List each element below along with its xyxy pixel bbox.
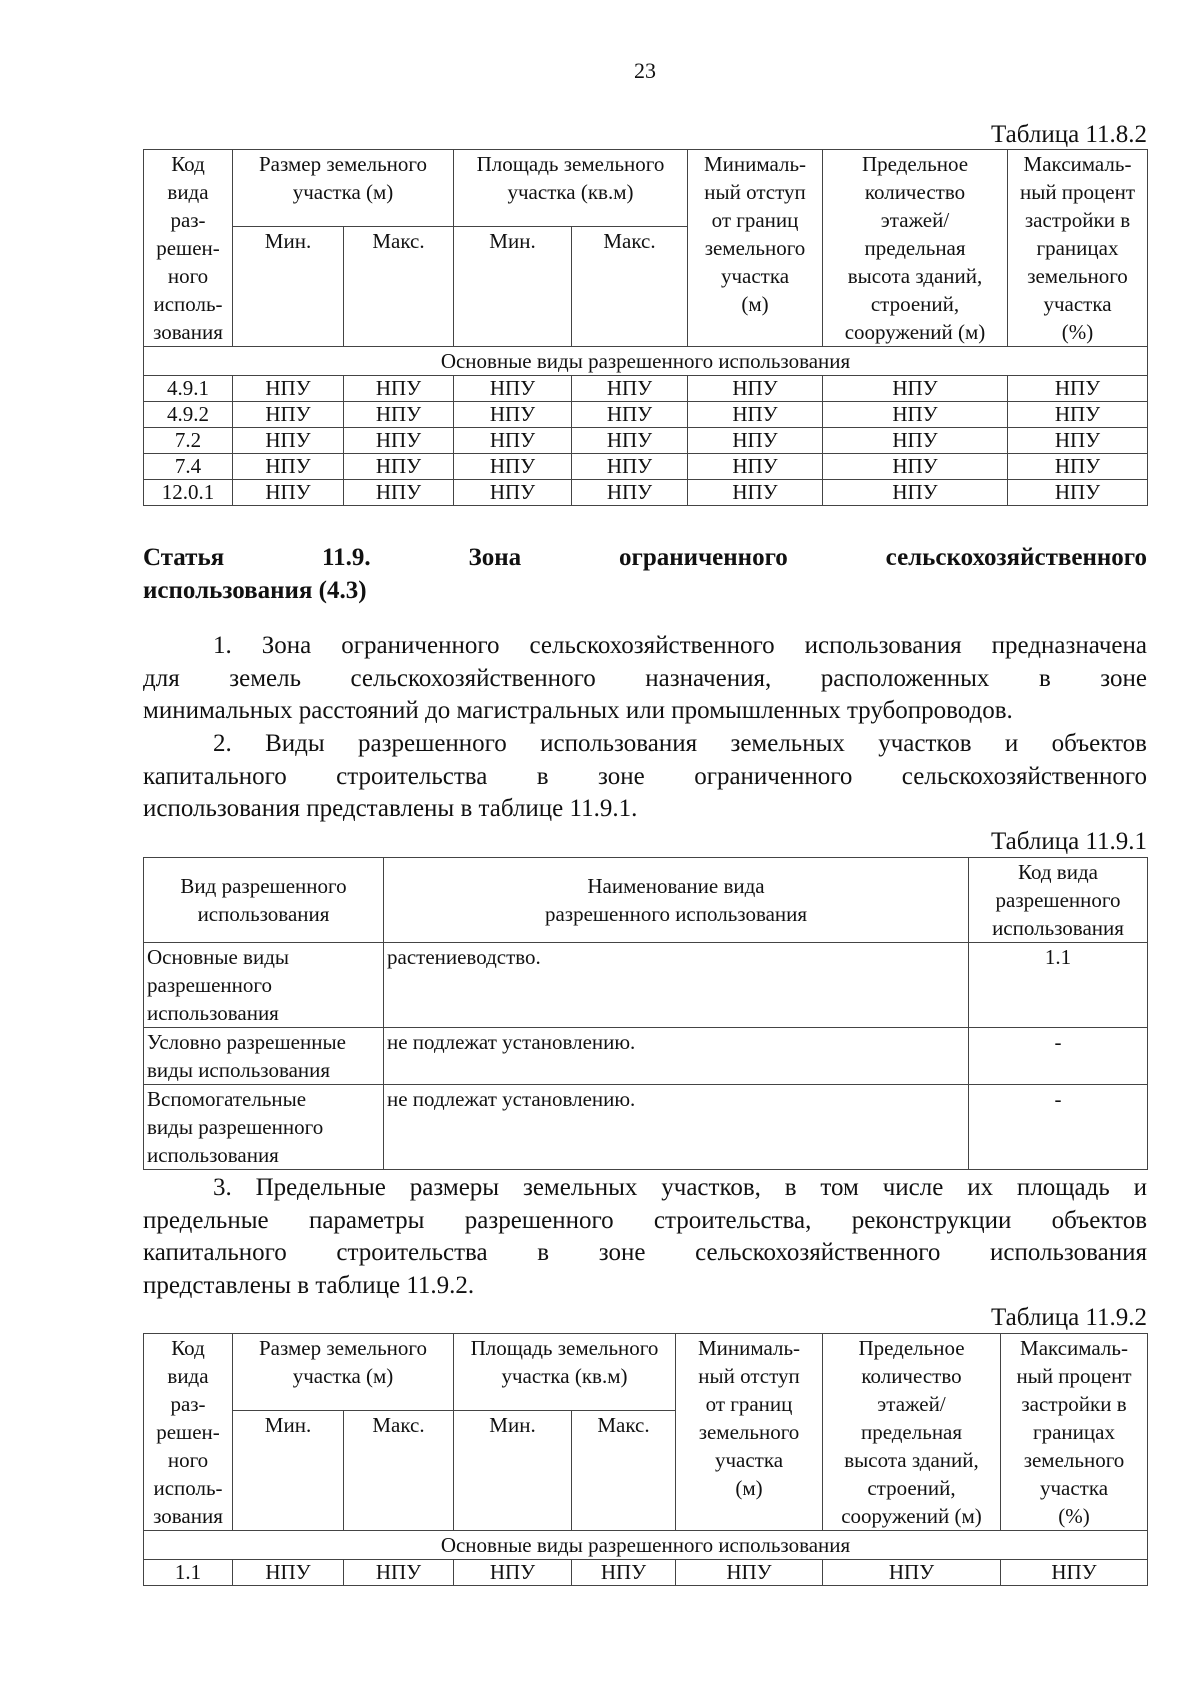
cell-code: 12.0.1	[144, 480, 233, 506]
header-area-max: Макс.	[572, 227, 688, 347]
table-11-9-2-body	[144, 1560, 1148, 1586]
cell-value: НПУ	[344, 1560, 454, 1586]
header-size-max: Макс.	[344, 1411, 454, 1531]
cell-value: НПУ	[1008, 480, 1148, 506]
cell-type	[144, 1028, 384, 1085]
cell-value: НПУ	[233, 480, 344, 506]
cell-value: НПУ	[572, 454, 688, 480]
header-coverage	[1008, 150, 1148, 347]
cell-line: от границ	[705, 1392, 793, 1416]
cell-line: раз-	[170, 208, 206, 232]
paragraph-line: минимальных расстояний до магистральных или промышленных трубопроводов.	[143, 697, 1013, 724]
table-row	[144, 943, 1148, 1028]
cell-value: НПУ	[1008, 428, 1148, 454]
cell-value: НПУ	[688, 480, 823, 506]
cell-line: предельная	[860, 1420, 963, 1444]
cell-line: высота зданий,	[847, 264, 983, 288]
cell-line: Код	[171, 152, 205, 176]
article-title-line-2: использования (4.3)	[143, 577, 367, 604]
cell-line: исполь-	[153, 292, 223, 316]
cell-line: земельного	[698, 1420, 800, 1444]
cell-value: НПУ	[344, 480, 454, 506]
paragraph-line: капитального строительства в зоне ограниченного сельскохозяйственного	[143, 762, 1147, 790]
cell-value: НПУ	[688, 376, 823, 402]
cell-line: Максималь-	[1023, 152, 1132, 176]
cell-code: 4.9.2	[144, 402, 233, 428]
cell-line: участка	[720, 264, 790, 288]
cell-value: НПУ	[344, 376, 454, 402]
cell-value: НПУ	[676, 1560, 823, 1586]
header-setback	[676, 1334, 823, 1531]
cell-value: НПУ	[454, 1560, 572, 1586]
cell-line: (%)	[1058, 1504, 1090, 1528]
cell-value: НПУ	[233, 428, 344, 454]
paragraph-line: представлены в таблице 11.9.2.	[143, 1271, 475, 1299]
cell-line: разрешенного	[147, 973, 272, 997]
cell-value: НПУ	[1008, 454, 1148, 480]
paragraph-line: капитального строительства в зоне сельскохозяйственного использования	[143, 1239, 1147, 1266]
cell-value: НПУ	[454, 376, 572, 402]
cell-value: НПУ	[233, 376, 344, 402]
cell-value: НПУ	[572, 480, 688, 506]
table-11-9-1-body	[144, 943, 1148, 1170]
cell-value: НПУ	[1001, 1560, 1148, 1586]
cell-value: НПУ	[823, 428, 1008, 454]
cell-value: НПУ	[572, 428, 688, 454]
cell-value: НПУ	[454, 480, 572, 506]
cell-line: зования	[153, 320, 223, 344]
paragraph-line: 2. Виды разрешенного использования земельных участков и объектов	[213, 730, 1147, 757]
group-label: Основные виды разрешенного использования	[144, 1531, 1148, 1560]
header-code	[144, 1334, 233, 1531]
cell-value: НПУ	[823, 454, 1008, 480]
cell-line: Предельное	[858, 1336, 965, 1360]
header-area-min: Мин.	[454, 1411, 572, 1531]
cell-line: ный процент	[1019, 180, 1136, 204]
cell-name: растениеводство.	[384, 943, 969, 1028]
cell-line: от границ	[711, 208, 799, 232]
cell-value: НПУ	[233, 454, 344, 480]
cell-line: (м)	[741, 292, 769, 316]
cell-line: вида	[167, 1364, 209, 1388]
paragraph-3	[143, 1172, 1147, 1302]
group-label: Основные виды разрешенного использования	[144, 347, 1148, 376]
header-size-max: Макс.	[344, 227, 454, 347]
table-row	[144, 1028, 1148, 1085]
cell-line: использования	[147, 1143, 279, 1167]
cell-line: Код вида	[1018, 860, 1098, 884]
paragraph-line: предельные параметры разрешенного строительства, реконструкции объектов	[143, 1206, 1147, 1234]
table-row	[144, 376, 1148, 402]
header-floors	[823, 150, 1008, 347]
header-size: Размер земельного участка (м)	[233, 1334, 454, 1411]
cell-line: виды использования	[147, 1058, 331, 1082]
cell-line: участка	[714, 1448, 784, 1472]
header-floors	[823, 1334, 1001, 1531]
cell-line: зования	[153, 1504, 223, 1528]
cell-value: НПУ	[688, 402, 823, 428]
table-row	[144, 454, 1148, 480]
table-row	[144, 402, 1148, 428]
cell-line: строений,	[870, 292, 960, 316]
cell-value: НПУ	[344, 402, 454, 428]
cell-code: -	[969, 1028, 1148, 1085]
cell-line: сооружений (м)	[841, 1504, 982, 1528]
header-setback	[688, 150, 823, 347]
paragraph-1	[143, 630, 1147, 728]
cell-line: разрешенного использования	[544, 902, 808, 926]
cell-line: использования	[197, 902, 330, 926]
cell-line: Код	[171, 1336, 205, 1360]
article-title-line-1: Статья 11.9. Зона ограниченного сельскохозяйственного	[143, 544, 1147, 571]
paragraph-line: 3. Предельные размеры земельных участков, в том числе их площадь и	[213, 1174, 1147, 1201]
cell-value: НПУ	[454, 428, 572, 454]
cell-line: строений,	[867, 1476, 956, 1500]
cell-value: НПУ	[1008, 402, 1148, 428]
cell-line: ный процент	[1016, 1364, 1132, 1388]
paragraph-line: 1. Зона ограниченного сельскохозяйственного использования предназначена	[213, 632, 1147, 659]
cell-line: исполь-	[153, 1476, 223, 1500]
paragraph-line: использования представлены в таблице 11.9.1.	[143, 795, 638, 822]
cell-line: использования	[992, 916, 1124, 940]
header-area: Площадь земельного участка (кв.м)	[454, 150, 688, 227]
cell-name: не подлежат установлению.	[384, 1085, 969, 1170]
cell-value: НПУ	[823, 402, 1008, 428]
cell-line: Минималь-	[703, 152, 807, 176]
cell-line: ного	[167, 264, 209, 288]
header-code	[144, 150, 233, 347]
table-11-9-2	[143, 1333, 1148, 1586]
cell-line: сооружений (м)	[844, 320, 986, 344]
header-type	[144, 858, 384, 943]
cell-line: количество	[864, 180, 966, 204]
cell-line: ный отступ	[704, 180, 806, 204]
cell-value: НПУ	[823, 480, 1008, 506]
cell-value: НПУ	[233, 1560, 344, 1586]
cell-line: высота зданий,	[844, 1448, 979, 1472]
cell-line: раз-	[170, 1392, 206, 1416]
cell-value: НПУ	[344, 428, 454, 454]
cell-line: этажей/	[880, 208, 950, 232]
cell-value: НПУ	[688, 454, 823, 480]
cell-line: Основные виды	[147, 945, 290, 969]
table-row	[144, 480, 1148, 506]
cell-line: Вспомогательные	[147, 1087, 307, 1111]
cell-line: ного	[167, 1448, 209, 1472]
table-row	[144, 1560, 1148, 1586]
cell-value: НПУ	[344, 454, 454, 480]
cell-line: этажей/	[877, 1392, 946, 1416]
cell-value: НПУ	[823, 1560, 1001, 1586]
table-11-9-1	[143, 857, 1148, 1170]
cell-line: Максималь-	[1020, 1336, 1128, 1360]
header-code	[969, 858, 1148, 943]
header-area-min: Мин.	[454, 227, 572, 347]
cell-value: НПУ	[233, 402, 344, 428]
cell-code: 1.1	[144, 1560, 233, 1586]
cell-line: количество	[861, 1364, 962, 1388]
cell-line: Наименование вида	[587, 874, 765, 898]
table-11-9-2-caption: Таблица 11.9.2	[991, 1304, 1147, 1331]
cell-line: предельная	[864, 236, 966, 260]
page-number: 23	[634, 58, 656, 83]
cell-line: застройки в	[1021, 1392, 1127, 1416]
header-size-min: Мин.	[233, 227, 344, 347]
cell-line: (м)	[735, 1476, 763, 1500]
table-11-8-2-body	[144, 376, 1148, 506]
paragraph-line: для земель сельскохозяйственного назначения, расположенных в зоне	[143, 664, 1147, 692]
cell-line: Вид разрешенного	[180, 874, 347, 898]
cell-line: ный отступ	[698, 1364, 800, 1388]
header-size-min: Мин.	[233, 1411, 344, 1531]
cell-code: 7.2	[144, 428, 233, 454]
cell-line: решен-	[156, 236, 220, 260]
article-title	[143, 541, 1147, 607]
cell-line: застройки в	[1024, 208, 1131, 232]
cell-code: 7.4	[144, 454, 233, 480]
cell-type	[144, 943, 384, 1028]
header-area: Площадь земельного участка (кв.м)	[454, 1334, 676, 1411]
cell-line: разрешенного	[995, 888, 1121, 912]
cell-line: (%)	[1061, 320, 1094, 344]
cell-code: 4.9.1	[144, 376, 233, 402]
cell-value: НПУ	[454, 402, 572, 428]
cell-value: НПУ	[1008, 376, 1148, 402]
cell-type	[144, 1085, 384, 1170]
cell-name: не подлежат установлению.	[384, 1028, 969, 1085]
cell-value: НПУ	[454, 454, 572, 480]
cell-line: участка	[1039, 1476, 1109, 1500]
cell-line: границах	[1033, 1420, 1115, 1444]
table-11-9-1-caption: Таблица 11.9.1	[991, 828, 1147, 855]
paragraph-2	[143, 728, 1147, 826]
header-area-max: Макс.	[572, 1411, 676, 1531]
cell-value: НПУ	[688, 428, 823, 454]
cell-line: вида	[167, 180, 209, 204]
header-name	[384, 858, 969, 943]
header-coverage	[1001, 1334, 1148, 1531]
header-size: Размер земельного участка (м)	[233, 150, 454, 227]
cell-line: границах	[1036, 236, 1119, 260]
cell-line: Условно разрешенные	[147, 1030, 346, 1054]
cell-line: земельного	[1027, 264, 1128, 288]
cell-line: земельного	[704, 236, 806, 260]
cell-line: решен-	[156, 1420, 220, 1444]
table-row	[144, 1085, 1148, 1170]
cell-line: земельного	[1023, 1448, 1125, 1472]
cell-value: НПУ	[823, 376, 1008, 402]
table-11-8-2-caption: Таблица 11.8.2	[991, 121, 1147, 148]
cell-line: использования	[147, 1001, 279, 1025]
table-11-8-2	[143, 149, 1148, 506]
cell-value: НПУ	[572, 376, 688, 402]
cell-line: участка	[1043, 292, 1112, 316]
cell-value: НПУ	[572, 402, 688, 428]
cell-value: НПУ	[572, 1560, 676, 1586]
cell-line: Минималь-	[697, 1336, 801, 1360]
cell-code: 1.1	[969, 943, 1148, 1028]
cell-code: -	[969, 1085, 1148, 1170]
cell-line: виды разрешенного	[147, 1115, 324, 1139]
cell-line: Предельное	[861, 152, 969, 176]
table-row	[144, 428, 1148, 454]
